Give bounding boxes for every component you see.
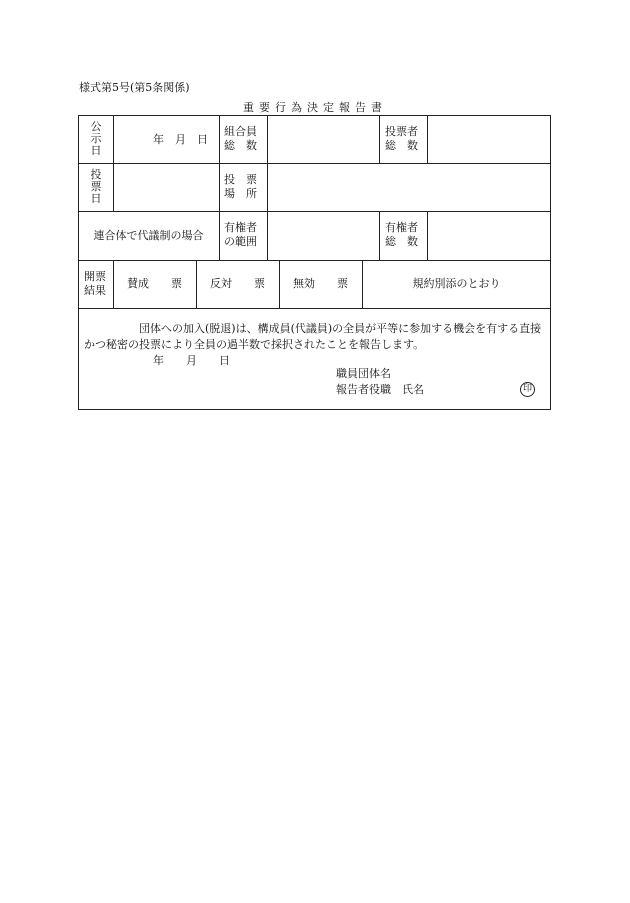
column-divider (379, 211, 380, 260)
document-title: 重要行為決定報告書 (243, 101, 387, 114)
federation-representative-label: 連合体で代議制の場合 (93, 229, 204, 242)
column-divider (427, 115, 428, 163)
seal-mark-icon: 印 (520, 382, 535, 397)
organization-name-label: 職員団体名 (336, 367, 391, 380)
row-divider (78, 308, 551, 309)
vote-result-label (84, 270, 106, 298)
report-date: 年 月 日 (153, 354, 230, 367)
announcement-date-value: 年 月 日 (153, 133, 208, 146)
no-votes-label: 反対 票 (210, 277, 265, 290)
report-form-table (78, 115, 551, 410)
total-members-label-line2: 総 数 (224, 139, 257, 152)
column-divider (113, 163, 114, 211)
eligible-voter-scope-line1: 有権者 (224, 221, 257, 234)
column-divider (219, 163, 220, 211)
reporter-title-name-label: 報告者役職 氏名 (336, 383, 424, 396)
column-divider (427, 211, 428, 260)
voting-place-label-line1: 投 票 (224, 173, 257, 186)
eligible-voter-scope-line2: の範囲 (224, 235, 257, 248)
row-divider (78, 211, 551, 212)
eligible-voter-total-line2: 総 数 (385, 235, 418, 248)
column-divider (219, 211, 220, 260)
column-divider (267, 115, 268, 163)
eligible-voter-scope-label (224, 221, 257, 249)
total-voters-label-line1: 投票者 (385, 125, 418, 138)
column-divider (219, 115, 220, 163)
vote-result-label-line1: 開票 (84, 270, 106, 283)
column-divider (379, 115, 380, 163)
vote-date-label: 投票日 (90, 168, 102, 205)
row-divider (78, 163, 551, 164)
column-divider (113, 115, 114, 163)
voting-place-label (224, 173, 257, 201)
form-number: 様式第5号(第5条関係) (79, 81, 190, 94)
voting-place-label-line2: 場 所 (224, 187, 257, 200)
total-members-label-line1: 組合員 (224, 125, 257, 138)
yes-votes-label: 賛成 票 (127, 277, 182, 290)
total-voters-label-line2: 総 数 (385, 139, 418, 152)
invalid-votes-label: 無効 票 (293, 277, 348, 290)
total-voters-label (385, 125, 418, 153)
eligible-voter-total-line1: 有権者 (385, 221, 418, 234)
column-divider (267, 211, 268, 260)
row-divider (78, 260, 551, 261)
column-divider (267, 163, 268, 211)
vote-result-label-line2: 結果 (84, 284, 106, 297)
eligible-voter-total-label (385, 221, 418, 249)
total-members-label (224, 125, 257, 153)
attachment-note: 規約別添のとおり (412, 277, 501, 290)
report-statement: 団体への加入(脱退)は、構成員(代議員)の全員が平等に参加する機会を有する直接かつ秘密の投票により全員の過半数で採択されたことを報告します。 (84, 322, 542, 351)
announcement-date-label: 公示日 (90, 120, 102, 157)
